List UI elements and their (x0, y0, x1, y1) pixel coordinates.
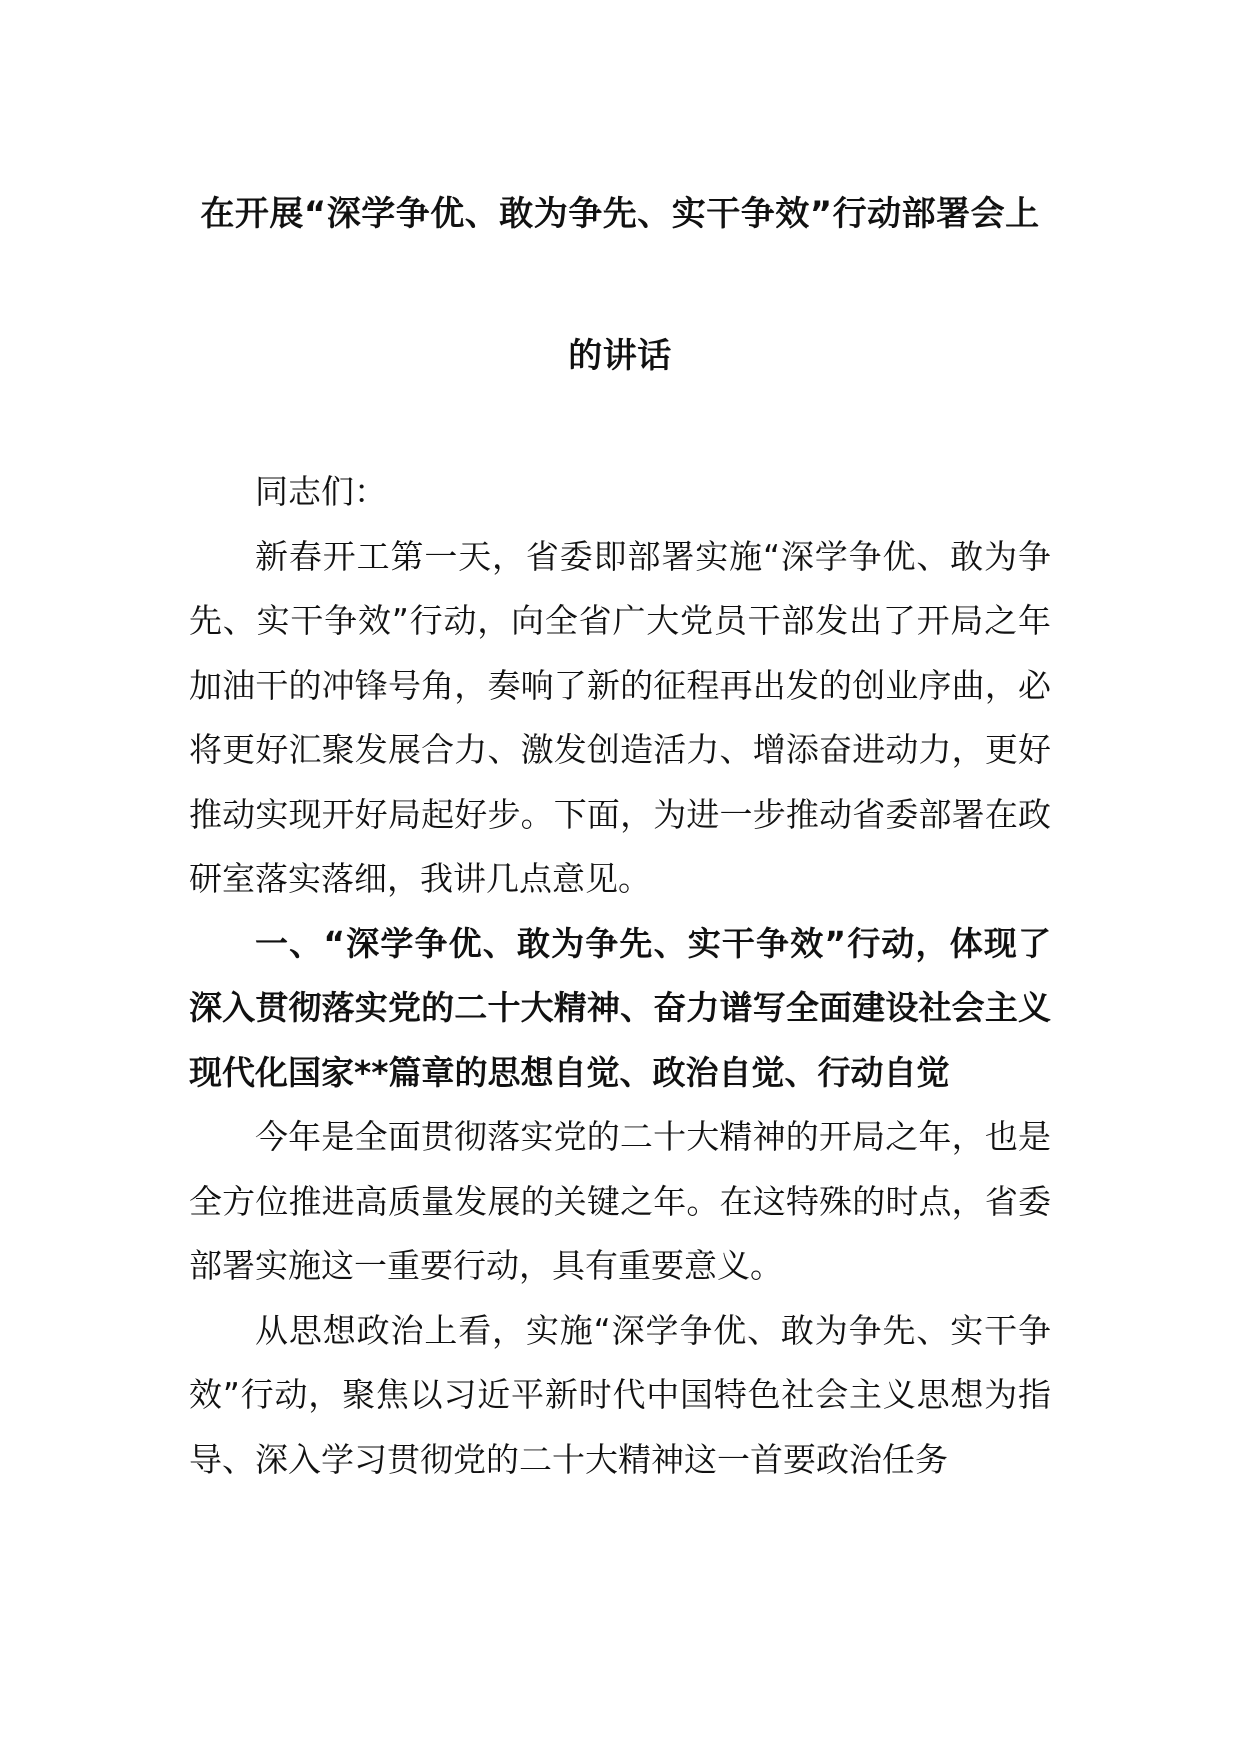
salutation: 同志们： (255, 472, 387, 511)
document-title-line-1: 在开展“深学争优、敢为争先、实干争效”行动部署会上 (200, 194, 1040, 234)
document-body (189, 460, 1051, 1492)
paragraph-ideology: 从思想政治上看，实施“深学争优、敢为争先、实干争效”行动，聚焦以习近平新时代中国特色社会主义思想为指导、深入学习贯彻党的二十大精神这一首要政治任务 (189, 1310, 1051, 1479)
section-heading-1: 一、“深学争优、敢为争先、实干争效”行动，体现了深入贯彻落实党的二十大精神、奋力谱写全面建设社会主义现代化国家**篇章的思想自觉、政治自觉、行动自觉 (189, 923, 1051, 1092)
paragraph-context: 今年是全面贯彻落实党的二十大精神的开局之年，也是全方位推进高质量发展的关键之年。在这特殊的时点，省委部署实施这一重要行动，具有重要意义。 (189, 1117, 1051, 1285)
paragraph-opening: 新春开工第一天，省委即部署实施“深学争优、敢为争先、实干争效”行动，向全省广大党员干部发出了开局之年加油干的冲锋号角，奏响了新的征程再出发的创业序曲，必将更好汇聚发展合力、激发创造活力、增添奋进动力，更好推动实现开好局起好步。下面，为进一步推动省委部署在政研室落实落细，我讲几点意见。 (189, 536, 1051, 898)
document-title-line-2: 的讲话 (568, 336, 672, 376)
